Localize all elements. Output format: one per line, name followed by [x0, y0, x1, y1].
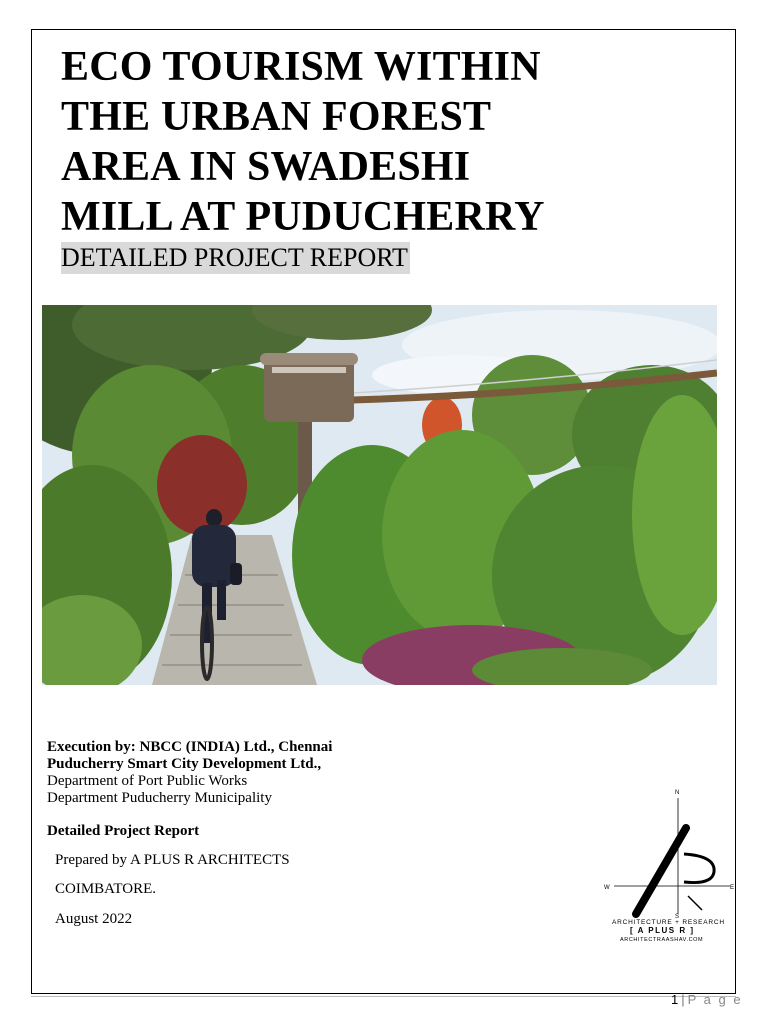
logo-north: N: [675, 790, 680, 796]
logo-east: E: [730, 885, 735, 891]
page-number-value: 1: [671, 992, 679, 1007]
page-label: P a g e: [687, 992, 743, 1007]
document-subtitle: DETAILED PROJECT REPORT: [61, 243, 408, 272]
document-title: [61, 42, 701, 242]
logo-website: ARCHITECTRAASHAV.COM: [620, 937, 704, 943]
a-plus-r-logo: [596, 786, 740, 946]
prepared-by: Prepared by A PLUS R ARCHITECTS: [55, 852, 290, 868]
logo-west: W: [604, 885, 610, 891]
department-municipality: Department Puducherry Municipality: [47, 790, 272, 806]
title-line-1: ECO TOURISM WITHIN: [61, 44, 541, 90]
smart-city-line: Puducherry Smart City Development Ltd.,: [47, 756, 322, 772]
cover-rendering-image: [42, 305, 717, 685]
logo-south: S: [675, 914, 680, 920]
footer-divider: [31, 996, 736, 997]
title-line-3: AREA IN SWADESHI: [61, 144, 471, 190]
logo-name: [ A PLUS R ]: [630, 926, 695, 935]
page-number: [671, 992, 743, 1007]
department-port: Department of Port Public Works: [47, 773, 248, 789]
city: COIMBATORE.: [55, 881, 156, 897]
report-date: August 2022: [55, 911, 133, 927]
logo-tagline: ARCHITECTURE + RESEARCH: [612, 919, 725, 926]
title-line-4: MILL AT PUDUCHERRY: [61, 194, 545, 240]
credits-block: [47, 739, 332, 807]
page-separator: |: [681, 992, 685, 1007]
dpr-label: Detailed Project Report: [47, 823, 200, 839]
title-line-2: THE URBAN FOREST: [61, 94, 492, 140]
execution-by: Execution by: NBCC (INDIA) Ltd., Chennai: [47, 739, 333, 755]
